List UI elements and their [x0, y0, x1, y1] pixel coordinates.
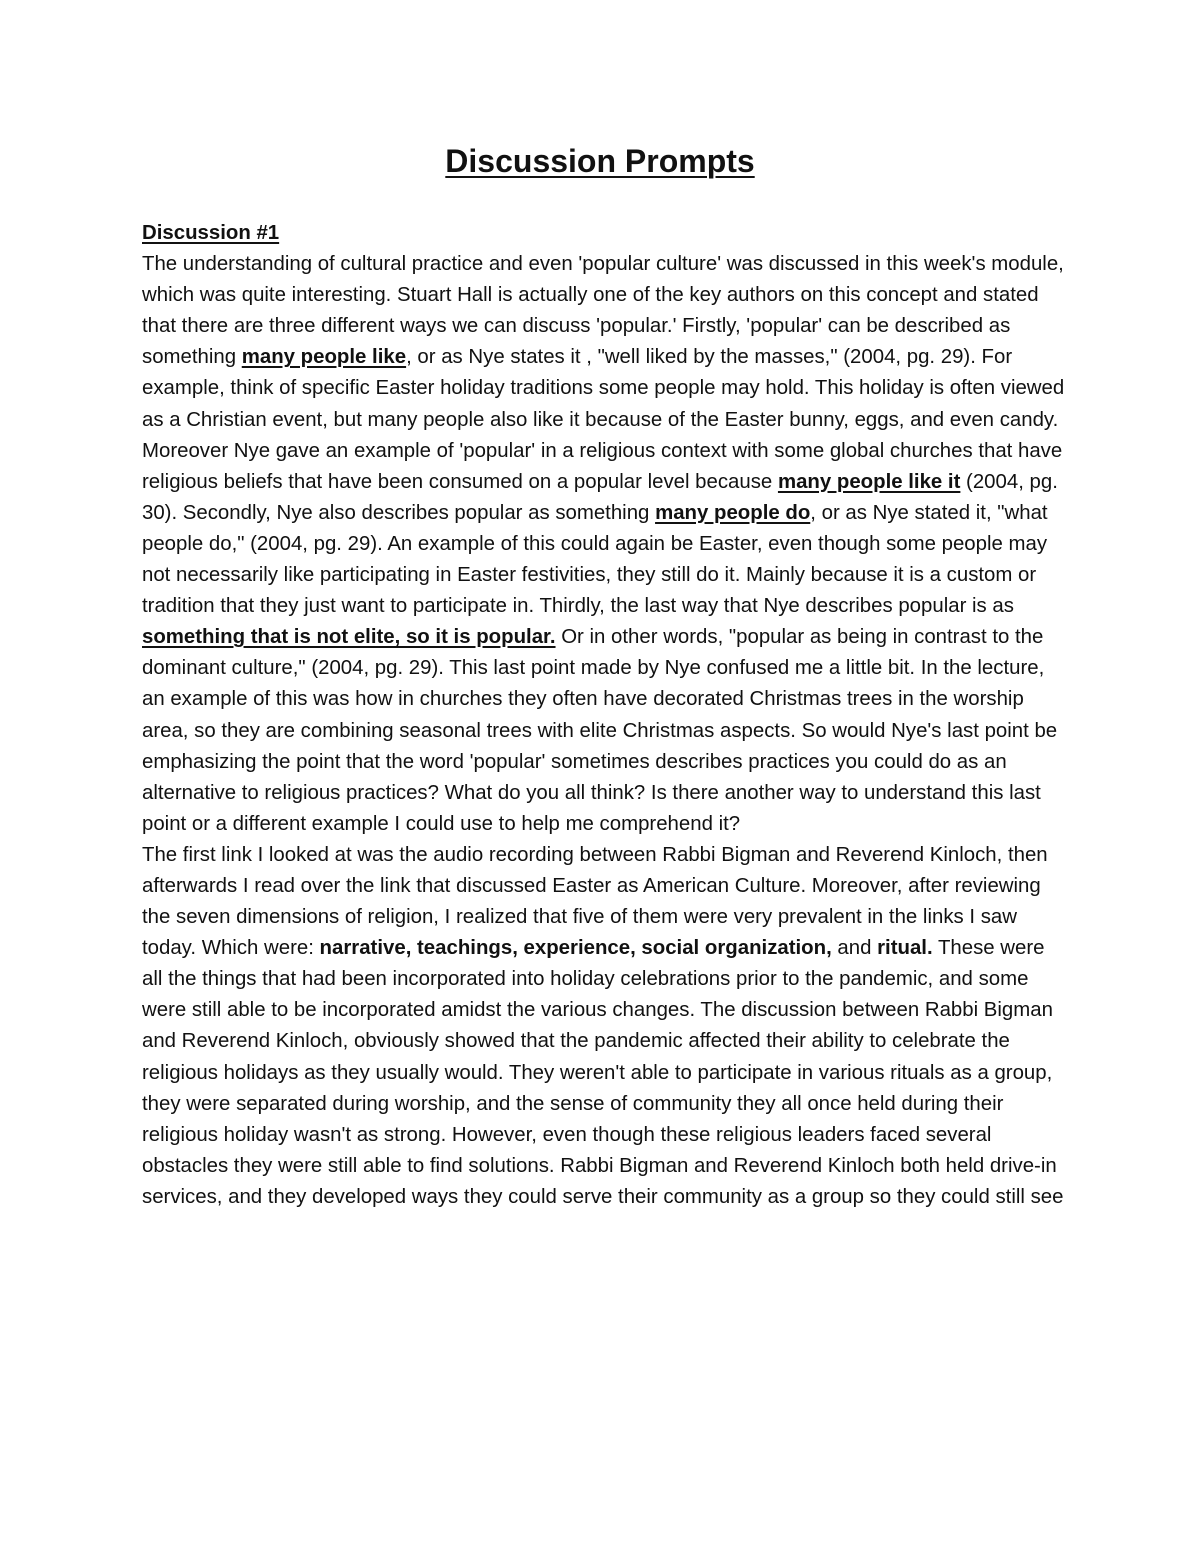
paragraph-1-text-1: The understanding of cultural practice and even 'popular culture' was discussed in this week's module, which was quite interesting. Stuart Hall is actually one of the key authors on this concept and stated that there are three different ways we can discuss 'popular.' Firstly, 'popular' can be described as something	[142, 253, 1064, 369]
emphasis-many-people-do: many people do	[655, 501, 811, 524]
page-title: Discussion Prompts	[445, 143, 755, 179]
paragraph-2	[142, 840, 1067, 1213]
paragraph-1-text-5: Or in other words, "popular as being in contrast to the dominant culture," (2004, pg. 29). This last point made by Nye confused me a little bit. In the lecture, an example of this was how in churches they often have decorated Christmas trees in the worship area, so they are combining seasonal trees with elite Christmas aspects. So would Nye's last point be emphasizing the point that the word 'popular' sometimes describes practices you could do as an alternative to religious practices? What do you all think? Is there another way to understand this last point or a different example I could use to help me comprehend it?	[142, 626, 1058, 835]
paragraph-1-text-3: (2004, pg. 30). Secondly, Nye also describes popular as something	[142, 470, 1058, 524]
emphasis-many-people-like-it: many people like it	[777, 470, 961, 493]
document-body	[142, 218, 1067, 1213]
paragraph-2-text-2: and	[831, 937, 878, 960]
paragraph-1-text-4: , or as Nye stated it, "what people do," (2004, pg. 29). An example of this could again be Easter, even though some people may not necessarily like participating in Easter festivities, they still do it. Mainly because it is a custom or tradition that they just want to participate in. Thirdly, the last way that Nye describes popular is as	[142, 501, 1048, 618]
emphasis-many-people-like: many people like	[241, 346, 407, 369]
paragraph-2-text-1: The first link I looked at was the audio recording between Rabbi Bigman and Reverend Kinloch, then afterwards I read over the link that discussed Easter as American Culture. Moreover, after reviewing the seven dimensions of religion, I realized that five of them were very prevalent in the links I saw today. Which were:	[142, 843, 1048, 960]
bold-ritual: ritual.	[877, 937, 933, 960]
bold-dimensions: narrative, teachings, experience, social organization,	[319, 937, 832, 960]
section-heading: Discussion #1	[142, 222, 280, 244]
emphasis-not-elite: something that is not elite, so it is popular.	[142, 626, 556, 649]
paragraph-2-text-3: These were all the things that had been incorporated into holiday celebrations prior to the pandemic, and some were still able to be incorporated amidst the various changes. The discussion between Rabbi Bigman and Reverend Kinloch, obviously showed that the pandemic affected their ability to celebrate the religious holidays as they usually would. They weren't able to participate in various rituals as a group, they were separated during worship, and the sense of community they all once held during their religious holiday wasn't as strong. However, even though these religious leaders faced several obstacles they were still able to find solutions. Rabbi Bigman and Reverend Kinloch both held drive-in services, and they developed ways they could serve their community as a group so they could still see	[142, 937, 1064, 1208]
paragraph-1-text-2: , or as Nye states it , "well liked by the masses," (2004, pg. 29). For example, think of specific Easter holiday traditions some people may hold. This holiday is often viewed as a Christian event, but many people also like it because of the Easter bunny, eggs, and even candy. Moreover Nye gave an example of 'popular' in a religious context with some global churches that have religious beliefs that have been consumed on a popular level because	[142, 346, 1065, 493]
paragraph-1	[142, 249, 1067, 840]
